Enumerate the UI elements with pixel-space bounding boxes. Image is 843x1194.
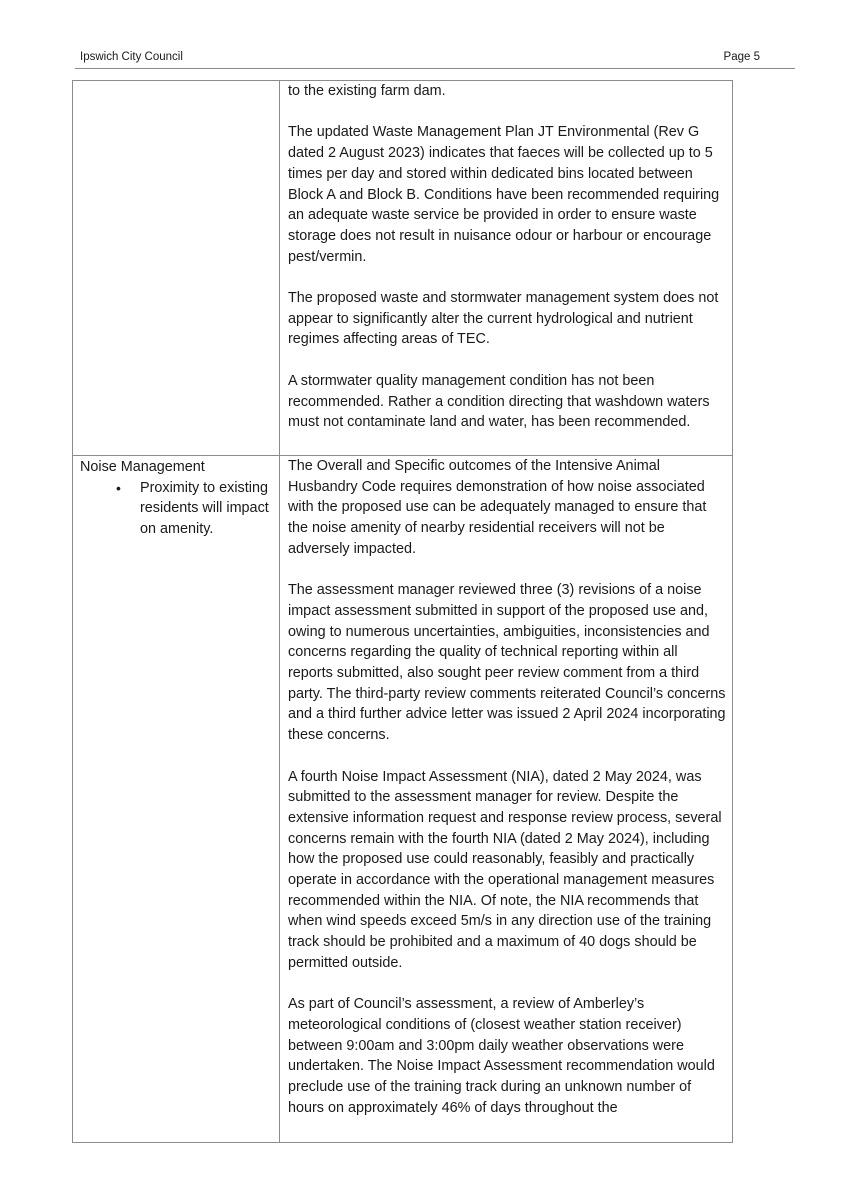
paragraph: The Overall and Specific outcomes of the Intensive Animal Husbandry Code requires demonstration of how noise associated with the proposed use can be adequately managed to ensure that the noise amenity of nearby residential receivers will not be adversely impacted. — [288, 458, 707, 557]
header-divider — [75, 68, 795, 69]
topic-cell — [73, 81, 280, 456]
table-row — [73, 81, 733, 456]
page-number: Page 5 — [723, 51, 760, 63]
table-row — [73, 456, 733, 1143]
response-cell — [280, 456, 733, 1143]
bullet-icon: • — [116, 479, 121, 496]
paragraph: The updated Waste Management Plan JT Environmental (Rev G dated 2 August 2023) indicates that faeces will be collected up to 5 times per day and stored within dedicated bins located between Block A and Block B. Conditions have been recommended requiring an adequate waste service be provided in order to ensure waste storage does not result in nuisance odour or harbour or encourage pest/vermin. — [288, 124, 720, 265]
organisation-name: Ipswich City Council — [80, 51, 183, 63]
paragraph: to the existing farm dam. — [288, 83, 446, 99]
page-header — [80, 51, 760, 63]
assessment-table — [72, 80, 733, 1143]
topic-label: Noise Management — [80, 459, 205, 475]
response-cell — [280, 81, 733, 456]
paragraph: A stormwater quality management condition has not been recommended. Rather a condition directing that washdown waters must not contaminate land and water, has been recommended. — [288, 372, 710, 431]
topic-cell — [73, 456, 280, 1143]
paragraph: As part of Council’s assessment, a review of Amberley’s meteorological conditions of (closest weather station receiver) between 9:00am and 3:00pm daily weather observations were undertaken. The Noise Impact Assessment recommendation would preclude use of the training track during an unknown number of hours on approximately 46% of days throughout the — [288, 996, 715, 1116]
issue-list — [80, 478, 279, 540]
paragraph: The assessment manager reviewed three (3) revisions of a noise impact assessment submitted in support of the proposed use and, owing to numerous uncertainties, ambiguities, inconsistencies and concerns regarding the quality of technical reporting within all reports submitted, also sought peer review comment from a third party. The third-party review comments reiterated Council’s concerns and a third further advice letter was issued 2 April 2024 incorporating these concerns. — [288, 582, 726, 744]
paragraph: The proposed waste and stormwater management system does not appear to significantly alter the current hydrological and nutrient regimes affecting areas of TEC. — [288, 290, 719, 348]
issue-item — [116, 478, 279, 540]
issue-text: Proximity to existing residents will impact on amenity. — [140, 479, 269, 538]
paragraph: A fourth Noise Impact Assessment (NIA), dated 2 May 2024, was submitted to the assessment manager for review. Despite the extensive information request and response review process, several concerns remain with the fourth NIA (dated 2 May 2024), including how the proposed use could reasonably, feasibly and practically operate in accordance with the operational management measures recommended within the NIA. Of note, the NIA recommends that when wind speeds exceed 5m/s in any direction use of the training track should be prohibited and a maximum of 40 dogs should be permitted outside. — [288, 768, 722, 971]
